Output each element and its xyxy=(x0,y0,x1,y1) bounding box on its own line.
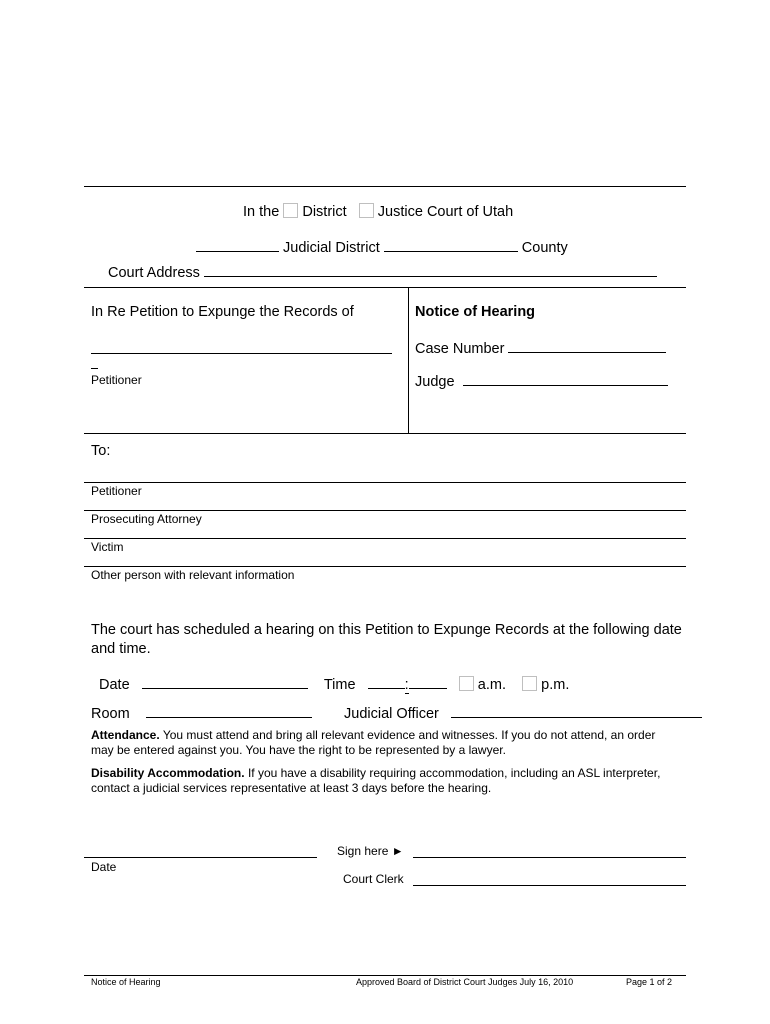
recipient-prosecuting-attorney: Prosecuting Attorney xyxy=(91,512,202,526)
date-time-row xyxy=(99,674,569,693)
sign-here-label: Sign here ► xyxy=(337,844,404,858)
recipient-line-petitioner[interactable] xyxy=(84,482,686,483)
district-label: District xyxy=(302,204,347,220)
judicial-officer-field[interactable] xyxy=(451,703,702,718)
am-label: a.m. xyxy=(477,677,506,693)
to-label: To: xyxy=(91,443,111,459)
court-address-label: Court Address xyxy=(108,265,200,281)
notice-title: Notice of Hearing xyxy=(415,304,536,320)
hearing-date-field[interactable] xyxy=(142,674,308,689)
disability-title: Disability Accommodation. xyxy=(91,766,245,780)
recipient-line-victim[interactable] xyxy=(84,538,686,539)
time-separator: : xyxy=(404,677,409,693)
in-re-label: In Re Petition to Expunge the Records of xyxy=(91,304,354,320)
signature-date-label: Date xyxy=(91,860,117,874)
caption-divider xyxy=(408,287,409,433)
county-field[interactable] xyxy=(384,237,518,252)
time-label: Time xyxy=(323,677,356,693)
court-clerk-label: Court Clerk xyxy=(343,872,404,886)
petitioner-caption-label: Petitioner xyxy=(91,373,142,387)
attendance-notice xyxy=(91,728,681,758)
footer-form-name: Notice of Hearing xyxy=(91,977,161,987)
recipient-other-person: Other person with relevant information xyxy=(91,568,295,582)
hearing-minute-field[interactable] xyxy=(409,674,447,689)
room-label: Room xyxy=(91,706,130,722)
court-type-row xyxy=(243,203,513,220)
room-officer-row xyxy=(91,703,702,722)
in-the-label: In the xyxy=(243,204,280,220)
caption-bottom-rule xyxy=(84,433,686,434)
signature-field[interactable] xyxy=(413,857,686,858)
recipient-line-prosecutor[interactable] xyxy=(84,510,686,511)
judge-label: Judge xyxy=(415,374,455,390)
district-checkbox[interactable] xyxy=(283,203,298,218)
case-number-field[interactable] xyxy=(508,338,666,353)
county-label: County xyxy=(521,240,568,256)
court-address-field[interactable] xyxy=(204,262,657,277)
date-label: Date xyxy=(99,677,130,693)
judicial-officer-label: Judicial Officer xyxy=(344,706,439,722)
recipient-line-other[interactable] xyxy=(84,566,686,567)
top-rule xyxy=(84,186,686,187)
signature-date-field[interactable] xyxy=(84,857,317,858)
disability-text: If you have a disability requiring accommodation, including an ASL interpreter, contact a judicial services representative at least 3 days before the hearing. xyxy=(91,766,661,795)
attendance-title: Attendance. xyxy=(91,728,160,742)
court-clerk-field[interactable] xyxy=(413,885,686,886)
footer-page-number: Page 1 of 2 xyxy=(626,977,673,987)
case-number-label: Case Number xyxy=(415,341,505,357)
recipient-petitioner: Petitioner xyxy=(91,484,142,498)
pm-checkbox[interactable] xyxy=(522,676,537,691)
judge-field[interactable] xyxy=(463,371,668,386)
court-address-row xyxy=(108,262,657,281)
justice-court-checkbox[interactable] xyxy=(359,203,374,218)
judicial-district-field[interactable] xyxy=(196,237,279,252)
hearing-hour-field[interactable] xyxy=(368,674,405,689)
petitioner-name-field[interactable] xyxy=(91,353,392,354)
attendance-text: You must attend and bring all relevant evidence and witnesses. If you do not attend, an order may be entered against you. You have the right to be represented by a lawyer. xyxy=(91,728,656,757)
footer-approved: Approved Board of District Court Judges July 16, 2010 xyxy=(356,977,574,987)
caption-top-rule xyxy=(84,287,686,288)
petitioner-name-field-tail xyxy=(91,368,98,369)
justice-court-label: Justice Court of Utah xyxy=(377,204,514,220)
case-number-row xyxy=(415,338,666,357)
footer-rule xyxy=(84,975,686,976)
pm-label: p.m. xyxy=(541,677,570,693)
district-county-row xyxy=(196,237,568,256)
room-field[interactable] xyxy=(146,703,312,718)
judge-row xyxy=(415,371,668,390)
judicial-district-label: Judicial District xyxy=(283,240,380,256)
recipient-victim: Victim xyxy=(91,540,124,554)
hearing-intro: The court has scheduled a hearing on this Petition to Expunge Records at the following date and time. xyxy=(91,622,682,657)
disability-notice xyxy=(91,766,681,796)
am-checkbox[interactable] xyxy=(459,676,474,691)
